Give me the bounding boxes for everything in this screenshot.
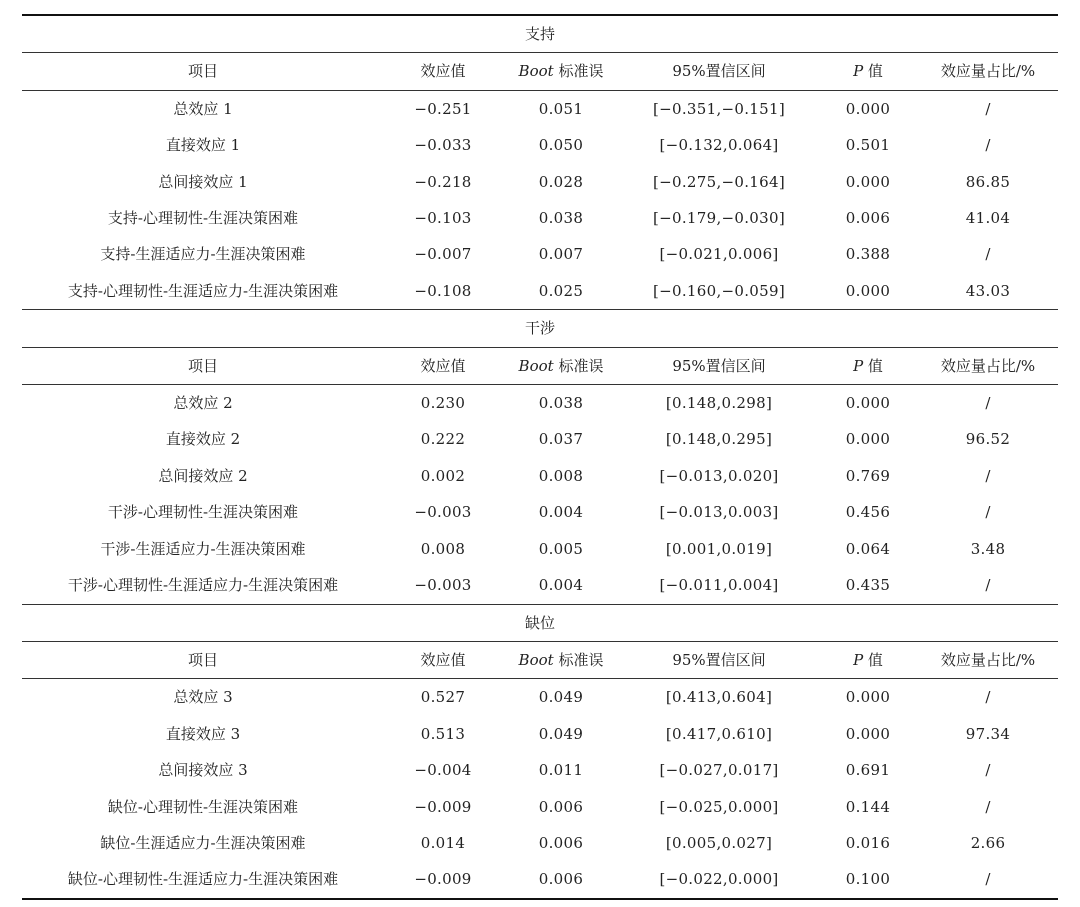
header-p <box>818 641 918 678</box>
header-boot-label: 标准误 <box>553 62 604 81</box>
section-title-row <box>22 15 1058 53</box>
column-header-row <box>22 53 1058 90</box>
cell-item: 干涉-心理韧性-生涯决策困难 <box>107 503 299 522</box>
header-boot-label: 标准误 <box>553 356 604 375</box>
section-title-row <box>22 604 1058 641</box>
header-item-label: 项目 <box>187 356 218 375</box>
table-row <box>22 127 1058 163</box>
cell-p: 0.000 <box>845 430 891 449</box>
header-item-label: 项目 <box>187 650 218 669</box>
table-row <box>22 458 1058 494</box>
header-ci-label: 95%置信区间 <box>672 650 766 669</box>
cell-ratio: 97.34 <box>965 724 1011 743</box>
header-p <box>818 347 918 384</box>
cell-ci: [0.413,0.604] <box>665 688 773 707</box>
cell-ci: [−0.179,−0.030] <box>653 209 785 228</box>
header-boot-se <box>502 347 620 384</box>
cell-effect: −0.033 <box>414 136 472 155</box>
cell-p: 0.691 <box>845 761 891 780</box>
cell-p: 0.000 <box>845 724 891 743</box>
cell-effect: 0.008 <box>420 539 466 558</box>
cell-se: 0.049 <box>538 688 584 707</box>
cell-effect: 0.527 <box>420 688 466 707</box>
cell-se: 0.051 <box>538 99 584 118</box>
cell-effect: −0.251 <box>414 99 472 118</box>
header-effect <box>384 347 502 384</box>
table-row <box>22 567 1058 604</box>
table-body <box>22 15 1058 899</box>
header-boot-italic: Boot <box>518 650 554 669</box>
cell-p: 0.000 <box>845 99 891 118</box>
cell-effect: −0.003 <box>414 503 472 522</box>
cell-effect: −0.003 <box>384 567 502 604</box>
header-p-italic: P <box>853 356 864 375</box>
cell-se: 0.008 <box>538 466 584 485</box>
cell-ratio: / <box>985 797 991 816</box>
cell-se: 0.011 <box>538 761 584 780</box>
table-row <box>22 494 1058 530</box>
cell-ci: [0.001,0.019] <box>665 539 773 558</box>
cell-effect: 0.230 <box>420 394 466 413</box>
cell-p: 0.144 <box>845 797 891 816</box>
header-item <box>22 53 384 90</box>
cell-ci: [−0.275,−0.164] <box>653 172 785 191</box>
cell-effect: −0.103 <box>414 209 472 228</box>
cell-ci: [0.148,0.295] <box>665 430 773 449</box>
table-row <box>22 861 1058 898</box>
header-boot-se <box>502 641 620 678</box>
cell-item: 总效应 2 <box>173 394 233 413</box>
table-row <box>22 825 1058 861</box>
header-ci <box>620 53 818 90</box>
cell-se: 0.005 <box>538 539 584 558</box>
cell-item: 直接效应 3 <box>165 724 241 743</box>
header-boot-label: 标准误 <box>553 650 604 669</box>
cell-p: 0.456 <box>845 503 891 522</box>
table-row <box>22 385 1058 422</box>
table-row <box>22 789 1058 825</box>
cell-p: 0.016 <box>845 833 891 852</box>
table-row <box>22 200 1058 236</box>
table-row <box>22 90 1058 127</box>
cell-p: 0.000 <box>818 273 918 310</box>
table-row <box>22 236 1058 272</box>
cell-item: 支持-生涯适应力-生涯决策困难 <box>100 245 306 264</box>
cell-se: 0.004 <box>502 567 620 604</box>
cell-item: 支持-心理韧性-生涯决策困难 <box>107 209 299 228</box>
header-ratio <box>918 641 1058 678</box>
cell-se: 0.037 <box>538 430 584 449</box>
section-title-row <box>22 310 1058 347</box>
section-title: 干涉 <box>22 310 1058 347</box>
table-row <box>22 164 1058 200</box>
cell-effect: −0.004 <box>414 761 472 780</box>
cell-ci: [−0.160,−0.059] <box>620 273 818 310</box>
cell-ci: [−0.027,0.017] <box>659 761 779 780</box>
cell-item: 支持-心理韧性-生涯适应力-生涯决策困难 <box>22 273 384 310</box>
header-p-label: 值 <box>863 650 883 669</box>
cell-item: 干涉-生涯适应力-生涯决策困难 <box>100 539 306 558</box>
header-effect-label: 效应值 <box>420 650 466 669</box>
cell-effect: 0.002 <box>420 466 466 485</box>
cell-ci: [0.148,0.298] <box>665 394 773 413</box>
header-ci <box>620 347 818 384</box>
cell-ratio: / <box>985 394 991 413</box>
header-effect-label: 效应值 <box>420 62 466 81</box>
cell-item: 总间接效应 1 <box>158 172 248 191</box>
header-ratio-label: 效应量占比/% <box>940 650 1036 669</box>
cell-p: 0.064 <box>845 539 891 558</box>
cell-p: 0.000 <box>845 172 891 191</box>
header-ratio <box>918 347 1058 384</box>
column-header-row <box>22 641 1058 678</box>
cell-effect: −0.007 <box>414 245 472 264</box>
cell-p: 0.006 <box>845 209 891 228</box>
cell-ratio: 41.04 <box>965 209 1011 228</box>
cell-ratio: / <box>918 567 1058 604</box>
cell-p: 0.501 <box>845 136 891 155</box>
section-title: 缺位 <box>22 604 1058 641</box>
column-header-row <box>22 347 1058 384</box>
cell-effect: 0.014 <box>420 833 466 852</box>
cell-effect: −0.009 <box>414 797 472 816</box>
cell-se: 0.038 <box>538 209 584 228</box>
cell-ratio: / <box>985 503 991 522</box>
header-effect-label: 效应值 <box>420 356 466 375</box>
cell-ci: [−0.025,0.000] <box>659 797 779 816</box>
cell-ratio: 43.03 <box>918 273 1058 310</box>
cell-se: 0.006 <box>538 833 584 852</box>
mediation-effect-table-container <box>22 14 1058 900</box>
header-boot-italic: Boot <box>518 356 554 375</box>
header-ratio-label: 效应量占比/% <box>940 356 1036 375</box>
cell-ratio: / <box>985 136 991 155</box>
cell-effect: −0.108 <box>384 273 502 310</box>
cell-p: 0.000 <box>845 394 891 413</box>
cell-p: 0.388 <box>845 245 891 264</box>
cell-ci: [0.005,0.027] <box>665 833 773 852</box>
cell-item: 直接效应 1 <box>165 136 241 155</box>
table-row <box>22 531 1058 567</box>
cell-ratio: / <box>985 466 991 485</box>
cell-ratio: / <box>985 245 991 264</box>
cell-ratio: / <box>918 861 1058 898</box>
cell-se: 0.050 <box>538 136 584 155</box>
cell-ci: [0.417,0.610] <box>665 724 773 743</box>
table-row <box>22 273 1058 310</box>
cell-ratio: 86.85 <box>965 172 1011 191</box>
mediation-effect-table <box>22 14 1058 900</box>
cell-item: 缺位-心理韧性-生涯适应力-生涯决策困难 <box>22 861 384 898</box>
cell-se: 0.028 <box>538 172 584 191</box>
cell-p: 0.435 <box>818 567 918 604</box>
cell-item: 总效应 1 <box>173 99 233 118</box>
cell-ci: [−0.021,0.006] <box>659 245 779 264</box>
cell-item: 总效应 3 <box>173 688 233 707</box>
cell-ratio: / <box>985 688 991 707</box>
cell-effect: −0.009 <box>384 861 502 898</box>
cell-se: 0.007 <box>538 245 584 264</box>
cell-item: 直接效应 2 <box>165 430 241 449</box>
cell-effect: −0.218 <box>414 172 472 191</box>
cell-ratio: 2.66 <box>970 833 1006 852</box>
cell-ci: [−0.351,−0.151] <box>653 99 785 118</box>
cell-item: 总间接效应 3 <box>158 761 248 780</box>
cell-p: 0.769 <box>845 466 891 485</box>
cell-se: 0.006 <box>502 861 620 898</box>
header-ci-label: 95%置信区间 <box>672 62 766 81</box>
cell-p: 0.100 <box>818 861 918 898</box>
cell-se: 0.004 <box>538 503 584 522</box>
table-row <box>22 679 1058 716</box>
cell-ci: [−0.011,0.004] <box>620 567 818 604</box>
header-item-label: 项目 <box>187 62 218 81</box>
cell-ci: [−0.013,0.020] <box>659 466 779 485</box>
cell-ratio: 3.48 <box>970 539 1006 558</box>
header-p-label: 值 <box>863 62 883 81</box>
cell-effect: 0.222 <box>420 430 466 449</box>
cell-se: 0.038 <box>538 394 584 413</box>
cell-p: 0.000 <box>845 688 891 707</box>
cell-se: 0.006 <box>538 797 584 816</box>
section-title: 支持 <box>22 15 1058 53</box>
header-p-label: 值 <box>863 356 883 375</box>
header-ratio <box>918 53 1058 90</box>
cell-item: 总间接效应 2 <box>158 466 248 485</box>
header-boot-se <box>502 53 620 90</box>
cell-item: 干涉-心理韧性-生涯适应力-生涯决策困难 <box>22 567 384 604</box>
header-ratio-label: 效应量占比/% <box>940 62 1036 81</box>
cell-ci: [−0.132,0.064] <box>659 136 779 155</box>
table-row <box>22 716 1058 752</box>
header-p <box>818 53 918 90</box>
cell-item: 缺位-心理韧性-生涯决策困难 <box>107 797 299 816</box>
table-row <box>22 421 1058 457</box>
header-effect <box>384 53 502 90</box>
header-effect <box>384 641 502 678</box>
header-item <box>22 347 384 384</box>
cell-ratio: 96.52 <box>965 430 1011 449</box>
cell-item: 缺位-生涯适应力-生涯决策困难 <box>100 833 306 852</box>
cell-ci: [−0.013,0.003] <box>659 503 779 522</box>
header-ci <box>620 641 818 678</box>
header-p-italic: P <box>853 650 864 669</box>
cell-se: 0.049 <box>538 724 584 743</box>
cell-effect: 0.513 <box>420 724 466 743</box>
header-p-italic: P <box>853 62 864 81</box>
cell-ratio: / <box>985 761 991 780</box>
header-boot-italic: Boot <box>518 62 554 81</box>
cell-ci: [−0.022,0.000] <box>620 861 818 898</box>
table-row <box>22 752 1058 788</box>
header-item <box>22 641 384 678</box>
header-ci-label: 95%置信区间 <box>672 356 766 375</box>
cell-se: 0.025 <box>502 273 620 310</box>
cell-ratio: / <box>985 99 991 118</box>
